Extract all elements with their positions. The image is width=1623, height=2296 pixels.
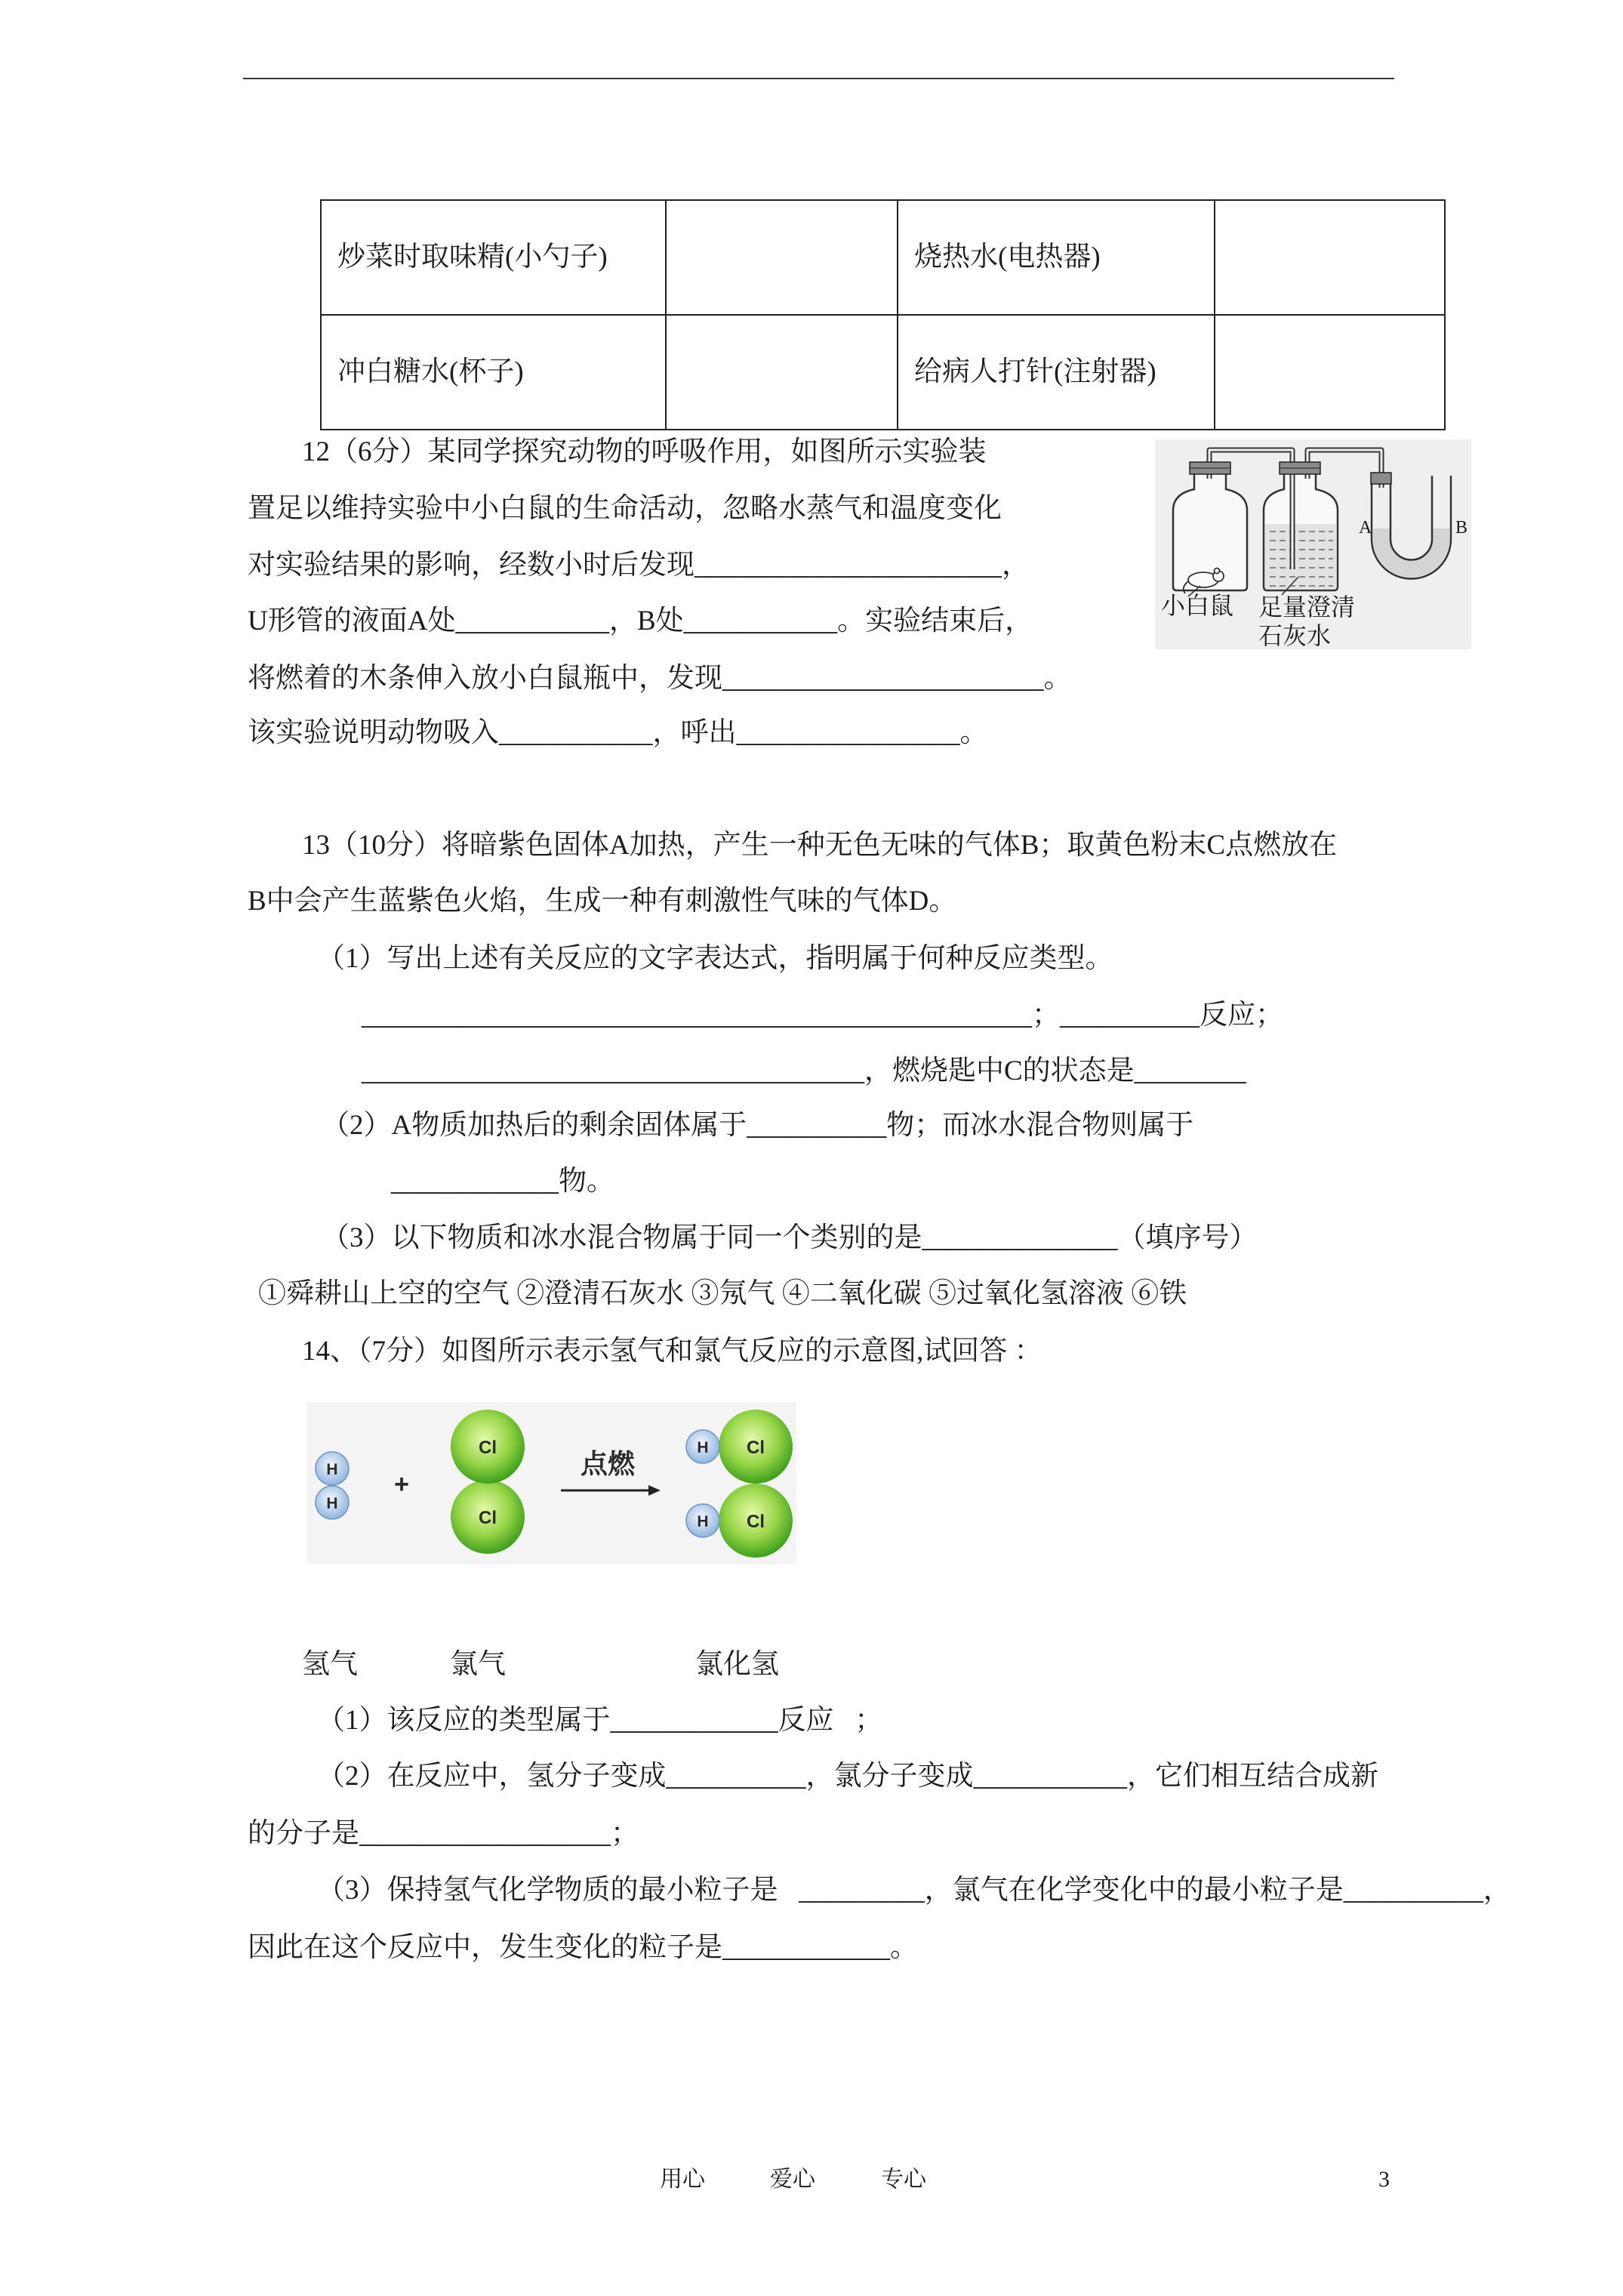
question-14-part-3: （3）保持氢气化学物质的最小粒子是 _________，氯气在化学变化中的最小粒子是__________， [317,1875,1511,1906]
diagram-background [307,1402,796,1564]
plus-sign: + [394,1470,409,1499]
question-13-answer-line: ____________物。 [391,1166,614,1197]
question-13-answer-line: ________________________________________________；__________反应； [362,1000,1283,1031]
question-13-text: B中会产生蓝紫色火焰，生成一种有刺激性气味的气体D。 [248,886,957,917]
question-14-part-1: （1）该反应的类型属于____________反应 ； [317,1705,883,1736]
limewater-label-line-1: 足量澄清 [1258,593,1356,621]
question-12-text: 将燃着的木条伸入放小白鼠瓶中，发现_______________________。 [248,663,1072,694]
hydrogen-atom-label: H [697,1513,709,1530]
limewater-liquid [1265,524,1336,589]
question-12-text: 对实验结果的影响，经数小时后发现______________________， [248,550,1030,581]
question-12-text: 置足以维持实验中小白鼠的生命活动，忽略水蒸气和温度变化 [248,493,1002,524]
caption-hydrogen: 氢气 [302,1649,358,1680]
question-12-text: U形管的液面A处___________，B处___________。实验结束后， [248,606,1033,636]
limewater-label-line-2: 石灰水 [1258,622,1332,649]
answer-cell [666,200,898,315]
answer-cell [1215,315,1445,430]
table-row [321,315,1445,430]
question-13-heading: 13（10分）将暗紫色固体A加热，产生一种无色无味的气体B；取黄色粉末C点燃放在 [302,830,1338,861]
reaction-condition: 点燃 [580,1448,636,1479]
question-13-options: ①舜耕山上空的空气 ②澄清石灰水 ③氖气 ④二氧化碳 ⑤过氧化氢溶液 ⑥铁 [258,1278,1187,1309]
chlorine-atom-label: Cl [479,1438,497,1458]
answer-cell [1215,200,1445,315]
question-14-part-2: （2）在反应中，氢分子变成__________，氯分子变成___________，它们相互结合成新 [317,1761,1378,1792]
chlorine-atom-label: Cl [479,1508,497,1528]
question-14-text: 的分子是__________________； [248,1818,639,1849]
table-row [321,200,1445,315]
question-12-text: 该实验说明动物吸入___________，呼出________________。 [248,717,988,748]
question-13-answer-line: ____________________________________，燃烧匙中C的状态是________ [362,1056,1246,1086]
table-cell-item: 炒菜时取味精(小勺子) [321,200,666,315]
level-b-label: B [1455,518,1468,538]
table-cell-item: 烧热水(电热器) [898,200,1215,315]
question-12-heading: 12（6分）某同学探究动物的呼吸作用，如图所示实验装 [302,436,987,467]
chlorine-atom-label: Cl [747,1438,765,1458]
question-14-text: 因此在这个反应中，发生变化的粒子是____________。 [248,1932,918,1963]
answer-cell [666,315,898,430]
question-13-part-2: （2）A物质加热后的剩余固体属于__________物；而冰水混合物则属于 [322,1110,1194,1141]
tool-table [320,199,1446,430]
header-rule [243,78,1394,79]
table-cell-item: 冲白糖水(杯子) [321,315,666,430]
hydrogen-atom-label: H [326,1461,338,1478]
page-number: 3 [1378,2167,1390,2192]
reaction-diagram [307,1402,796,1564]
question-13-part-3: （3）以下物质和冰水混合物属于同一个类别的是______________（填序号） [322,1222,1258,1253]
caption-chlorine: 氯气 [450,1649,506,1680]
hydrogen-atom-label: H [326,1495,338,1512]
table-cell-item: 给病人打针(注射器) [898,315,1215,430]
question-13-part-1: （1）写出上述有关反应的文字表达式，指明属于何种反应类型。 [317,943,1113,974]
footer-motto: 专心 [881,2167,926,2192]
footer-motto: 用心 [660,2167,705,2192]
chlorine-atom-label: Cl [747,1512,765,1532]
hydrogen-atom-label: H [697,1439,709,1456]
level-a-label: A [1359,518,1372,538]
question-14-heading: 14、（7分）如图所示表示氢气和氯气反应的示意图,试回答 ： [302,1336,1042,1367]
apparatus-figure [1155,439,1471,649]
mouse-label: 小白鼠 [1161,592,1234,619]
caption-hydrogen-chloride: 氯化氢 [695,1649,779,1680]
footer-motto: 爱心 [770,2167,815,2192]
